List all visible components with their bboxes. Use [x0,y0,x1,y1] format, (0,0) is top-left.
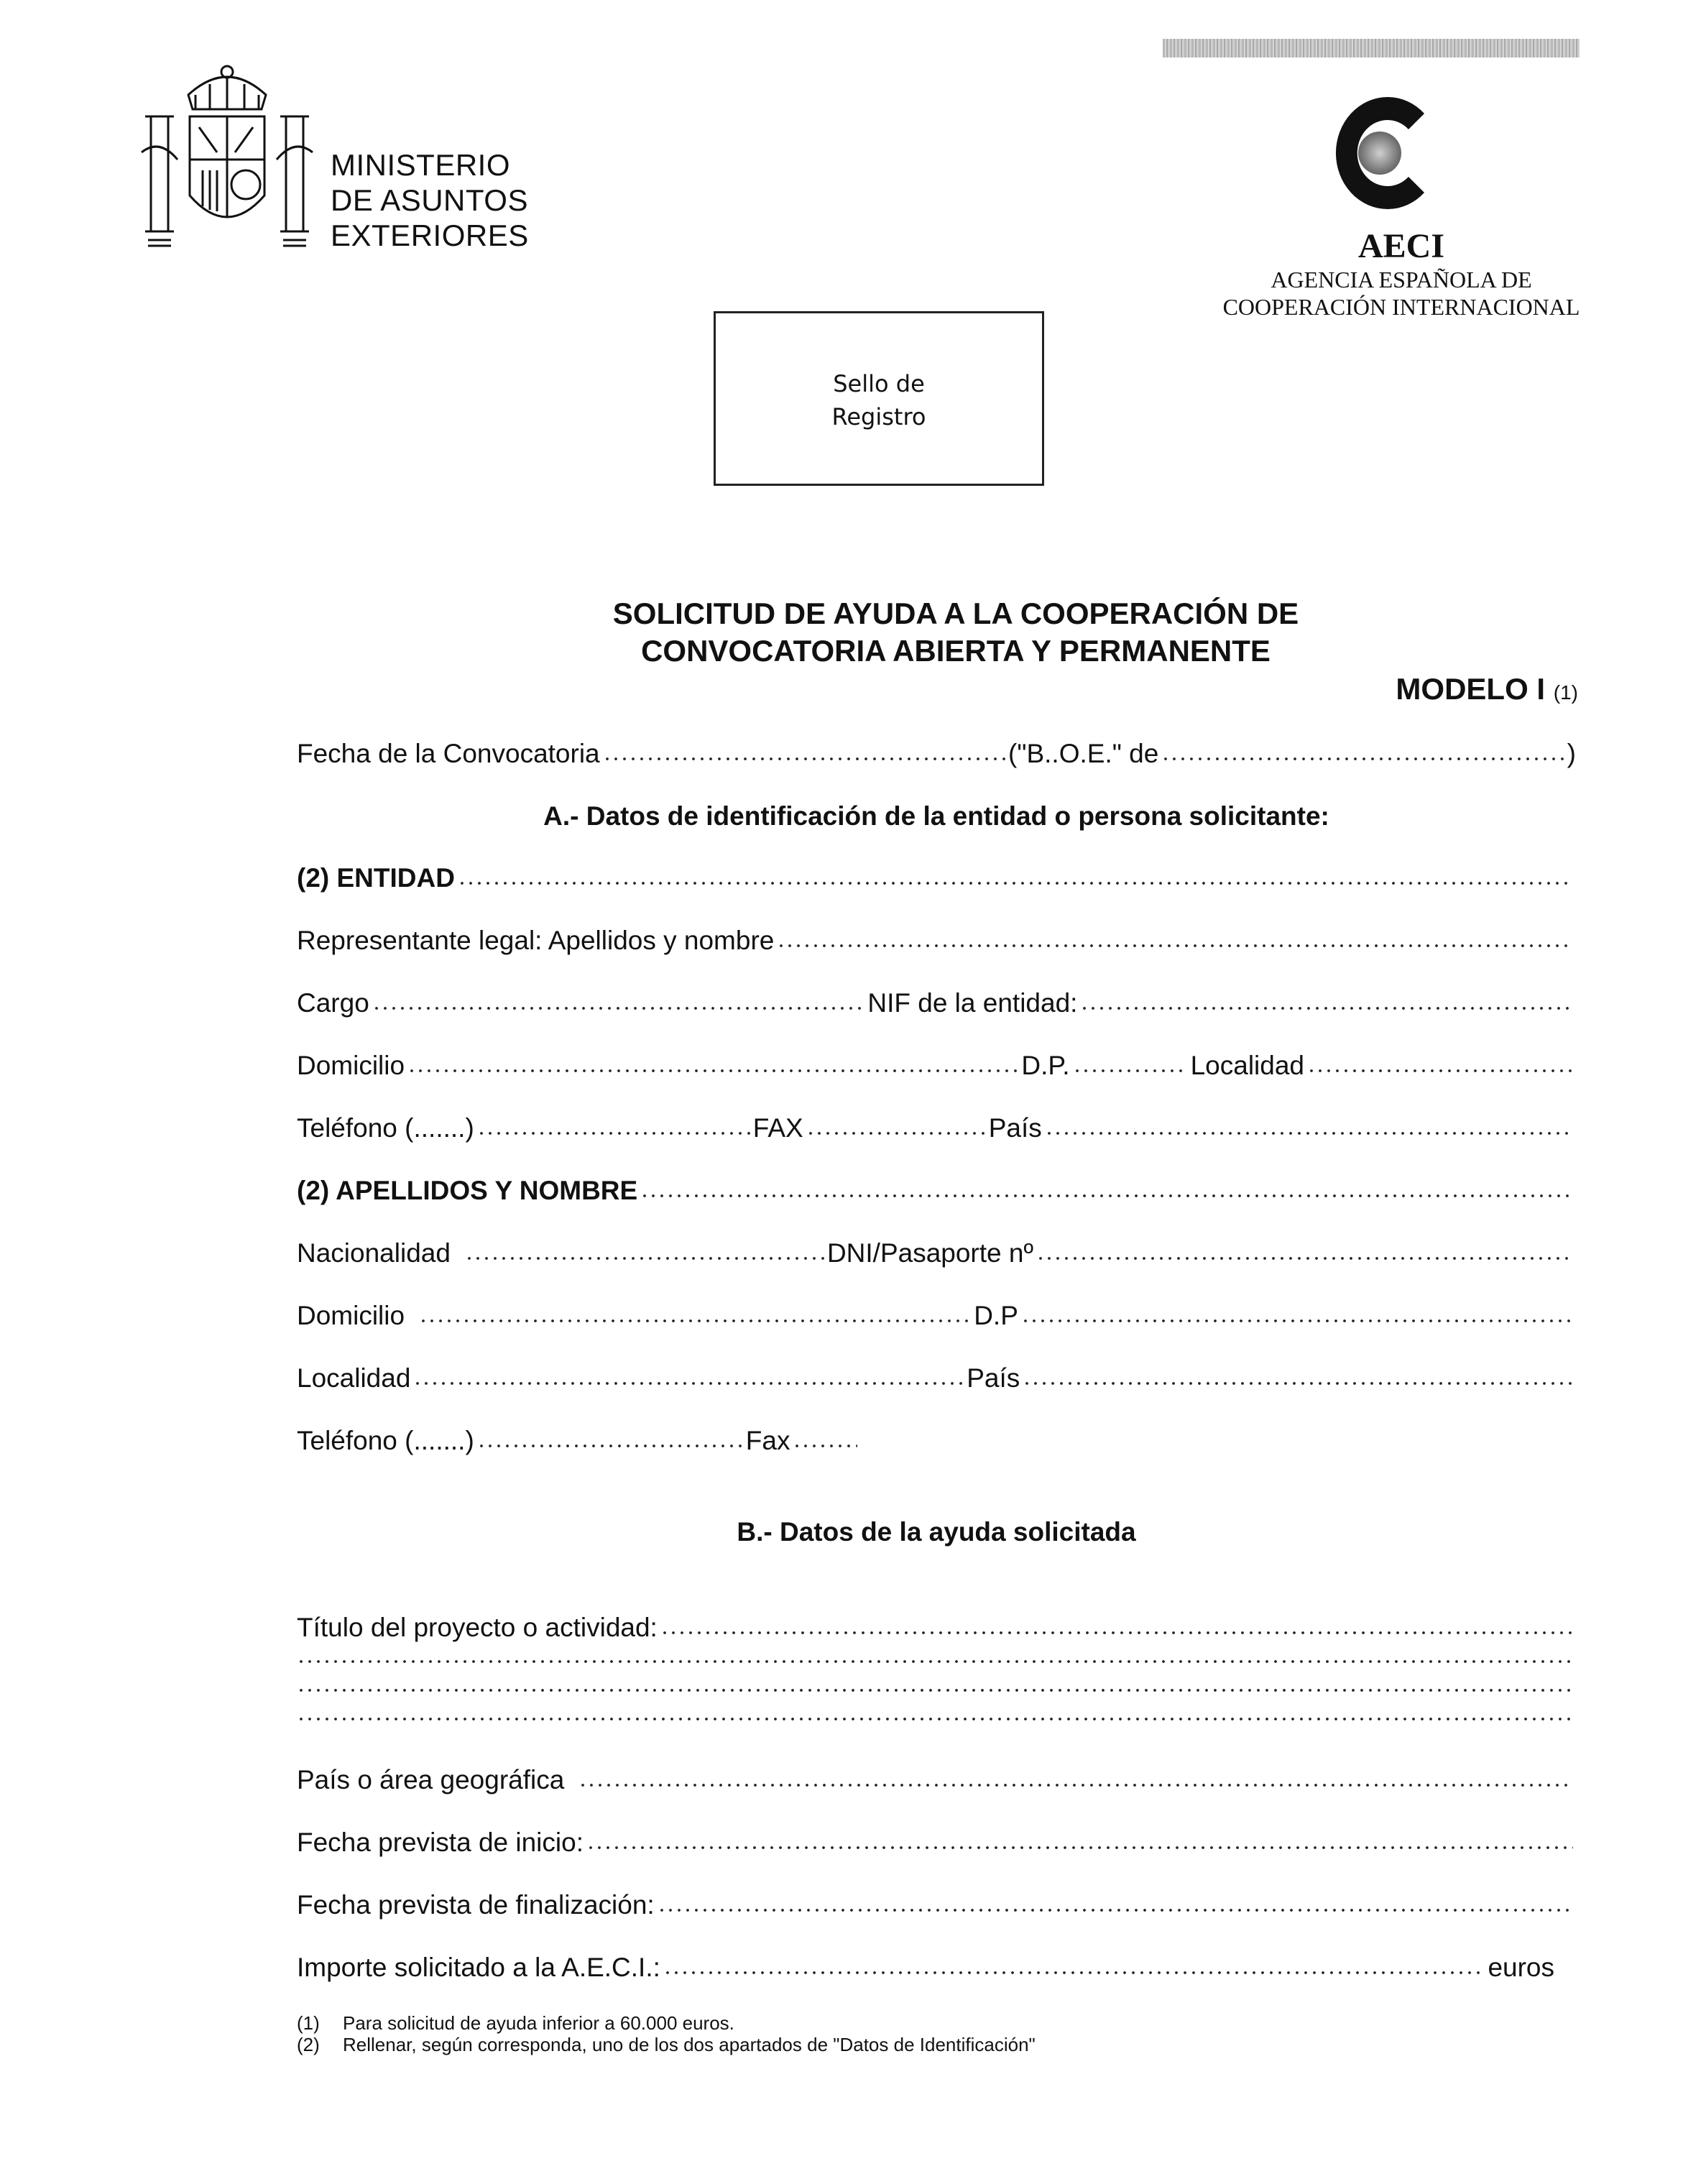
row-localidad-persona [297,1363,1576,1394]
label-representante: Representante legal: Apellidos y nombre [297,926,775,955]
footnote-2-text: Rellenar, según corresponda, uno de los dos apartados de "Datos de Identificación" [343,2034,1036,2055]
row-fecha-inicio [297,1827,1576,1858]
label-titulo: Título del proyecto o actividad: [297,1613,658,1642]
agency-name-line-2: COOPERACIÓN INTERNACIONAL [1222,294,1580,320]
ministry-line-3: EXTERIORES [331,218,529,252]
label-fax-upper: FAX [752,1113,803,1143]
label-fax-lower: Fax [745,1426,790,1455]
label-dp: D.P. [1021,1051,1070,1080]
label-pais-area: País o área geográfica [297,1765,565,1794]
field-localidad-persona[interactable] [413,1379,964,1388]
field-fax-persona[interactable] [793,1442,857,1450]
label-fecha-inicio: Fecha prevista de inicio: [297,1828,584,1857]
label-pais-persona: País [967,1363,1020,1393]
ministry-name [331,147,529,253]
label-nif: NIF de la entidad: [867,988,1078,1018]
label-telefono: Teléfono (.......) [297,1113,474,1143]
row-titulo-cont-2 [297,1669,1576,1701]
row-titulo-cont-1 [297,1641,1576,1672]
field-fecha-convocatoria[interactable] [603,755,1005,763]
footnotes [297,2012,1036,2055]
field-dp-entidad[interactable] [1073,1066,1188,1075]
row-pais-area [297,1764,1576,1796]
model-label [1396,672,1578,706]
row-entidad [297,862,1576,894]
field-titulo-line-4[interactable] [297,1715,1573,1723]
label-telefono-persona: Teléfono (.......) [297,1426,474,1455]
section-a-heading: A.- Datos de identificación de la entidad o persona solicitante: [543,801,1329,831]
row-cargo-nif [297,987,1576,1019]
footnote-2 [297,2034,1036,2055]
field-fax-entidad[interactable] [806,1129,986,1138]
label-domicilio: Domicilio [297,1051,405,1080]
coat-of-arms-icon [138,52,316,260]
row-fecha-fin [297,1889,1576,1921]
field-domicilio-entidad[interactable] [407,1066,1018,1075]
label-dp-persona: D.P [974,1301,1018,1330]
label-boe-close: ) [1567,739,1576,768]
label-boe: ("B..O.E." de [1008,739,1159,768]
row-nacionalidad [297,1238,1576,1269]
field-pais-persona[interactable] [1023,1379,1573,1388]
field-fecha-fin[interactable] [658,1906,1573,1915]
field-boe-fecha[interactable] [1161,755,1564,763]
agency-name-line-1: AGENCIA ESPAÑOLA DE [1271,267,1532,292]
field-cargo[interactable] [372,1004,865,1013]
field-fecha-inicio[interactable] [586,1843,1573,1852]
label-localidad: Localidad [1190,1051,1304,1080]
agency-acronym: AECI [1357,227,1445,265]
form-title-line-1: SOLICITUD DE AYUDA A LA COOPERACIÓN DE [612,596,1299,630]
stamp-line-1: Sello de [833,370,925,397]
stamp-label [716,367,1042,433]
aeci-logo-icon [1324,92,1431,214]
field-importe[interactable] [663,1968,1485,1977]
footnote-2-number: (2) [297,2034,320,2055]
row-apellidos [297,1175,1576,1207]
field-domicilio-persona[interactable] [419,1317,971,1325]
row-domicilio-persona [297,1300,1576,1332]
label-dni: DNI/Pasaporte nº [826,1238,1033,1268]
footnote-1-text: Para solicitud de ayuda inferior a 60.000 euros. [343,2012,734,2034]
field-localidad-entidad[interactable] [1307,1066,1573,1075]
agency-name [1143,266,1660,321]
model-note: (1) [1553,681,1578,704]
row-titulo [297,1612,1576,1644]
field-titulo[interactable] [660,1628,1573,1637]
section-b-heading: B.- Datos de la ayuda solicitada [737,1517,1136,1547]
field-pais-entidad[interactable] [1045,1129,1573,1138]
label-pais: País [988,1113,1042,1143]
label-domicilio-persona: Domicilio [297,1301,405,1330]
label-cargo: Cargo [297,988,369,1018]
label-nacionalidad: Nacionalidad [297,1238,451,1268]
row-telefono-entidad [297,1112,1576,1144]
label-importe: Importe solicitado a la A.E.C.I.: [297,1953,660,1982]
field-entidad[interactable] [458,879,1573,888]
row-importe [297,1952,1554,1983]
row-telefono-persona [297,1425,944,1457]
registry-stamp-box[interactable] [714,311,1044,486]
ministry-line-1: MINISTERIO [331,148,511,182]
scan-artifact-bar [1163,39,1580,57]
label-fecha-fin: Fecha prevista de finalización: [297,1890,655,1920]
row-titulo-cont-3 [297,1698,1576,1730]
field-titulo-line-2[interactable] [297,1657,1573,1666]
field-dp-persona[interactable] [1021,1317,1573,1325]
field-telefono-persona[interactable] [477,1442,743,1450]
field-dni[interactable] [1036,1254,1573,1263]
field-nacionalidad[interactable] [465,1254,824,1263]
label-apellidos: (2) APELLIDOS Y NOMBRE [297,1176,638,1205]
label-euros: euros [1488,1953,1554,1982]
field-pais-area[interactable] [578,1781,1573,1789]
field-nif[interactable] [1080,1004,1573,1013]
label-fecha-convocatoria: Fecha de la Convocatoria [297,739,600,768]
label-localidad-persona: Localidad [297,1363,411,1393]
model-name: MODELO I [1396,672,1546,706]
row-fecha-convocatoria [297,738,1576,770]
row-domicilio-entidad [297,1050,1576,1082]
row-representante [297,925,1576,957]
field-titulo-line-3[interactable] [297,1686,1573,1695]
field-telefono-entidad[interactable] [477,1129,750,1138]
footnote-1-number: (1) [297,2012,320,2034]
ministry-line-2: DE ASUNTOS [331,183,528,217]
footnote-1 [297,2012,1036,2034]
form-title-line-2: CONVOCATORIA ABIERTA Y PERMANENTE [641,634,1271,668]
stamp-line-2: Registro [831,403,926,430]
label-entidad: (2) ENTIDAD [297,863,455,893]
field-apellidos[interactable] [640,1192,1573,1200]
field-representante[interactable] [777,941,1573,950]
